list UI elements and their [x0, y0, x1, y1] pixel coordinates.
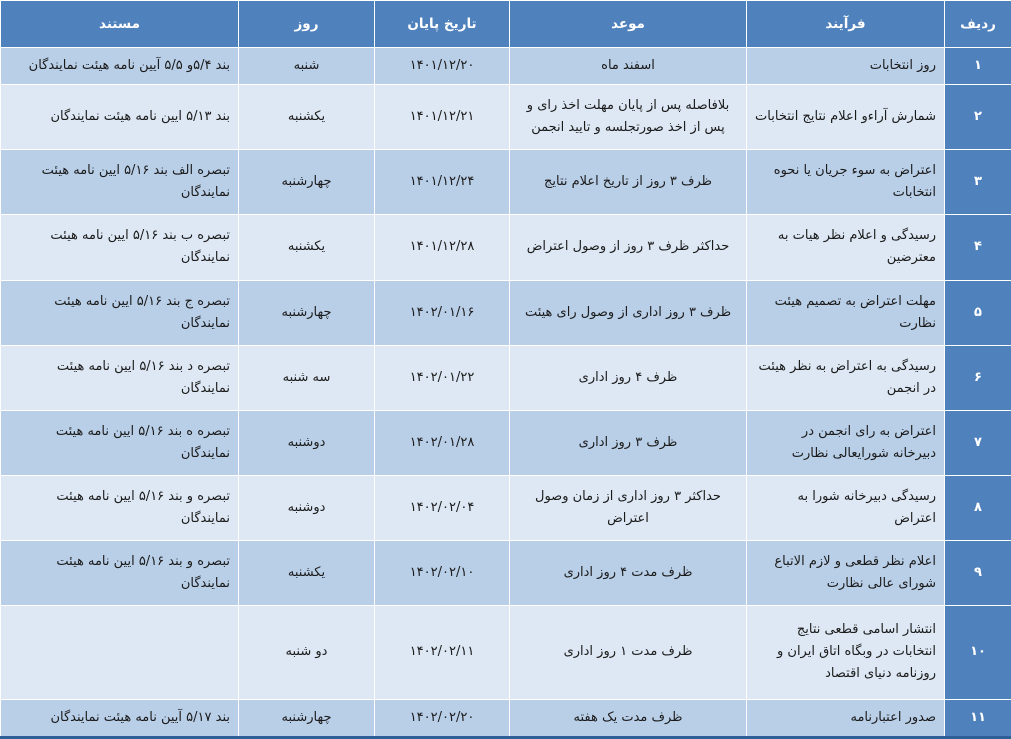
row-number-cell: ۳ — [945, 150, 1011, 215]
deadline-cell: بلافاصله پس از پایان مهلت اخذ رای و پس از اخذ صورتجلسه و تایید انجمن — [510, 85, 747, 150]
row-number-cell: ۵ — [945, 280, 1011, 345]
end-date-cell: ۱۴۰۲/۰۲/۱۰ — [375, 541, 510, 606]
end-date-cell: ۱۴۰۱/۱۲/۲۸ — [375, 215, 510, 280]
table-body — [1, 48, 1011, 738]
table-row — [1, 280, 1011, 345]
deadline-cell: ظرف ۴ روز اداری — [510, 345, 747, 410]
process-cell: صدور اعتبارنامه — [747, 699, 945, 737]
process-cell: اعتراض به سوء جریان یا نحوه انتخابات — [747, 150, 945, 215]
document-cell: تبصره ب بند ۵/۱۶ ایین نامه هیئت نمایندگان — [1, 215, 239, 280]
row-number-cell: ۱ — [945, 48, 1011, 85]
process-cell: شمارش آراءو اعلام نتایج انتخابات — [747, 85, 945, 150]
deadline-cell: ظرف ۳ روز اداری — [510, 410, 747, 475]
row-number-cell: ۸ — [945, 475, 1011, 540]
table-row — [1, 150, 1011, 215]
end-date-cell: ۱۴۰۲/۰۱/۲۸ — [375, 410, 510, 475]
end-date-cell: ۱۴۰۲/۰۲/۰۴ — [375, 475, 510, 540]
table-row — [1, 606, 1011, 699]
day-cell: چهارشنبه — [239, 150, 375, 215]
day-cell: سه شنبه — [239, 345, 375, 410]
end-date-cell: ۱۴۰۲/۰۲/۱۱ — [375, 606, 510, 699]
table-row — [1, 699, 1011, 737]
header-row-number: ردیف — [945, 1, 1011, 48]
process-cell: رسیدگی و اعلام نظر هیات به معترضین — [747, 215, 945, 280]
document-cell: بند ۵/۱۷ آیین نامه هیئت نمایندگان — [1, 699, 239, 737]
day-cell: چهارشنبه — [239, 699, 375, 737]
row-number-cell: ۱۰ — [945, 606, 1011, 699]
table-row — [1, 48, 1011, 85]
document-cell: تبصره و بند ۵/۱۶ ایین نامه هیئت نمایندگان — [1, 475, 239, 540]
end-date-cell: ۱۴۰۲/۰۲/۲۰ — [375, 699, 510, 737]
process-cell: اعتراض به رای انجمن در دبیرخانه شورایعالی نظارت — [747, 410, 945, 475]
table-row — [1, 541, 1011, 606]
table-row — [1, 215, 1011, 280]
day-cell: دوشنبه — [239, 410, 375, 475]
process-cell: رسیدگی دبیرخانه شورا به اعتراض — [747, 475, 945, 540]
document-cell: تبصره و بند ۵/۱۶ ایین نامه هیئت نمایندگان — [1, 541, 239, 606]
document-cell: تبصره ه بند ۵/۱۶ ایین نامه هیئت نمایندگان — [1, 410, 239, 475]
document-cell: تبصره الف بند ۵/۱۶ ایین نامه هیئت نمایندگان — [1, 150, 239, 215]
row-number-cell: ۶ — [945, 345, 1011, 410]
document-cell — [1, 606, 239, 699]
day-cell: دوشنبه — [239, 475, 375, 540]
row-number-cell: ۴ — [945, 215, 1011, 280]
end-date-cell: ۱۴۰۲/۰۱/۲۲ — [375, 345, 510, 410]
process-cell: اعلام نظر قطعی و لازم الاتباع شورای عالی نظارت — [747, 541, 945, 606]
deadline-cell: حداکثر ظرف ۳ روز از وصول اعتراض — [510, 215, 747, 280]
header-day: روز — [239, 1, 375, 48]
document-cell: تبصره ج بند ۵/۱۶ ایین نامه هیئت نمایندگان — [1, 280, 239, 345]
header-end-date: تاریخ پایان — [375, 1, 510, 48]
table-row — [1, 475, 1011, 540]
deadline-cell: ظرف مدت ۴ روز اداری — [510, 541, 747, 606]
deadline-cell: ظرف ۳ روز اداری از وصول رای هیئت — [510, 280, 747, 345]
process-cell: انتشار اسامی قطعی نتایج انتخابات در وبگاه اتاق ایران و روزنامه دنیای اقتصاد — [747, 606, 945, 699]
deadline-cell: حداکثر ۳ روز اداری از زمان وصول اعتراض — [510, 475, 747, 540]
row-number-cell: ۷ — [945, 410, 1011, 475]
deadline-cell: اسفند ماه — [510, 48, 747, 85]
document-cell: تبصره د بند ۵/۱۶ ایین نامه هیئت نمایندگان — [1, 345, 239, 410]
end-date-cell: ۱۴۰۱/۱۲/۲۰ — [375, 48, 510, 85]
process-cell: مهلت اعتراض به تصمیم هیئت نظارت — [747, 280, 945, 345]
row-number-cell: ۹ — [945, 541, 1011, 606]
end-date-cell: ۱۴۰۲/۰۱/۱۶ — [375, 280, 510, 345]
end-date-cell: ۱۴۰۱/۱۲/۲۴ — [375, 150, 510, 215]
day-cell: دو شنبه — [239, 606, 375, 699]
row-number-cell: ۱۱ — [945, 699, 1011, 737]
header-document: مستند — [1, 1, 239, 48]
row-number-cell: ۲ — [945, 85, 1011, 150]
deadline-cell: ظرف مدت یک هفته — [510, 699, 747, 737]
deadline-cell: ظرف مدت ۱ روز اداری — [510, 606, 747, 699]
table-row — [1, 410, 1011, 475]
header-row — [1, 1, 1011, 48]
day-cell: یکشنبه — [239, 215, 375, 280]
document-cell: بند ۵/۴و ۵/۵ آیین نامه هیئت نمایندگان — [1, 48, 239, 85]
day-cell: شنبه — [239, 48, 375, 85]
table-row — [1, 345, 1011, 410]
header-process: فرآیند — [747, 1, 945, 48]
day-cell: چهارشنبه — [239, 280, 375, 345]
table-row — [1, 85, 1011, 150]
end-date-cell: ۱۴۰۱/۱۲/۲۱ — [375, 85, 510, 150]
process-cell: روز انتخابات — [747, 48, 945, 85]
deadline-cell: ظرف ۳ روز از تاریخ اعلام نتایج — [510, 150, 747, 215]
day-cell: یکشنبه — [239, 541, 375, 606]
process-cell: رسیدگی به اعتراض به نظر هیئت در انجمن — [747, 345, 945, 410]
day-cell: یکشنبه — [239, 85, 375, 150]
header-deadline: موعد — [510, 1, 747, 48]
document-cell: بند ۵/۱۳ ایین نامه هیئت نمایندگان — [1, 85, 239, 150]
